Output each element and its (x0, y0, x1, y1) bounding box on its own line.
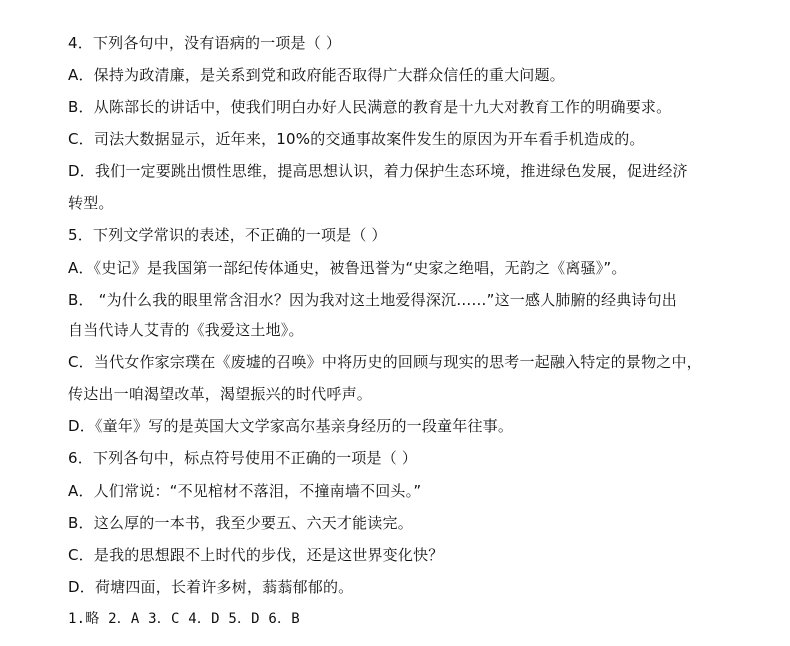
question-6-option-c: C．是我的思想跟不上时代的步伐，还是这世界变化快？ (68, 546, 444, 564)
question-6-stem: 6．下列各句中，标点符号使用不正确的一项是（ ） (68, 449, 418, 467)
answer-key: 1.略 2．A 3．C 4．D 5．D 6．B (68, 611, 300, 627)
question-5-option-d: D．《童年》写的是英国大文学家高尔基亲身经历的一段童年往事。 (68, 417, 514, 435)
question-6-option-b: B．这么厚的一本书，我至少要五、六天才能读完。 (68, 514, 413, 532)
question-5-option-c-line-1: C．当代女作家宗璞在《废墟的召唤》中将历史的回顾与现实的思考一起融入特定的景物之中， (68, 353, 702, 371)
question-5-option-b-line-1: B． “为什么我的眼里常含泪水？因为我对这土地爱得深沉……”这一感人肺腑的经典诗句出 (68, 291, 678, 309)
question-5-option-c-line-2: 传达出一咱渴望改革，渴望振兴的时代呼声。 (68, 385, 373, 403)
question-4-option-d-line-2: 转型。 (68, 194, 114, 212)
question-5-option-b-line-2: 自当代诗人艾青的《我爱这土地》。 (68, 321, 304, 339)
question-4-option-c: C．司法大数据显示，近年来，10%的交通事故案件发生的原因为开车看手机造成的。 (68, 130, 645, 148)
question-4-stem: 4．下列各句中，没有语病的一项是（ ） (68, 34, 342, 52)
question-4-option-a: A．保持为政清廉，是关系到党和政府能否取得广大群众信任的重大问题。 (68, 66, 565, 84)
question-5-option-a: A．《史记》是我国第一部纪传体通史，被鲁迅誉为“史家之绝唱，无韵之《离骚》”。 (68, 259, 627, 277)
question-6-option-a: A．人们常说：“不见棺材不落泪，不撞南墙不回头。” (68, 482, 422, 500)
question-4-option-d-line-1: D．我们一定要跳出惯性思维，提高思想认识，着力保护生态环境，推进绿色发展，促进经济 (68, 162, 688, 180)
question-5-stem: 5．下列文学常识的表述，不正确的一项是（ ） (68, 226, 387, 244)
question-4-option-b: B．从陈部长的讲话中，使我们明白办好人民满意的教育是十九大对教育工作的明确要求。 (68, 98, 672, 116)
question-6-option-d: D．荷塘四面，长着许多树，蓊蓊郁郁的。 (68, 578, 354, 596)
